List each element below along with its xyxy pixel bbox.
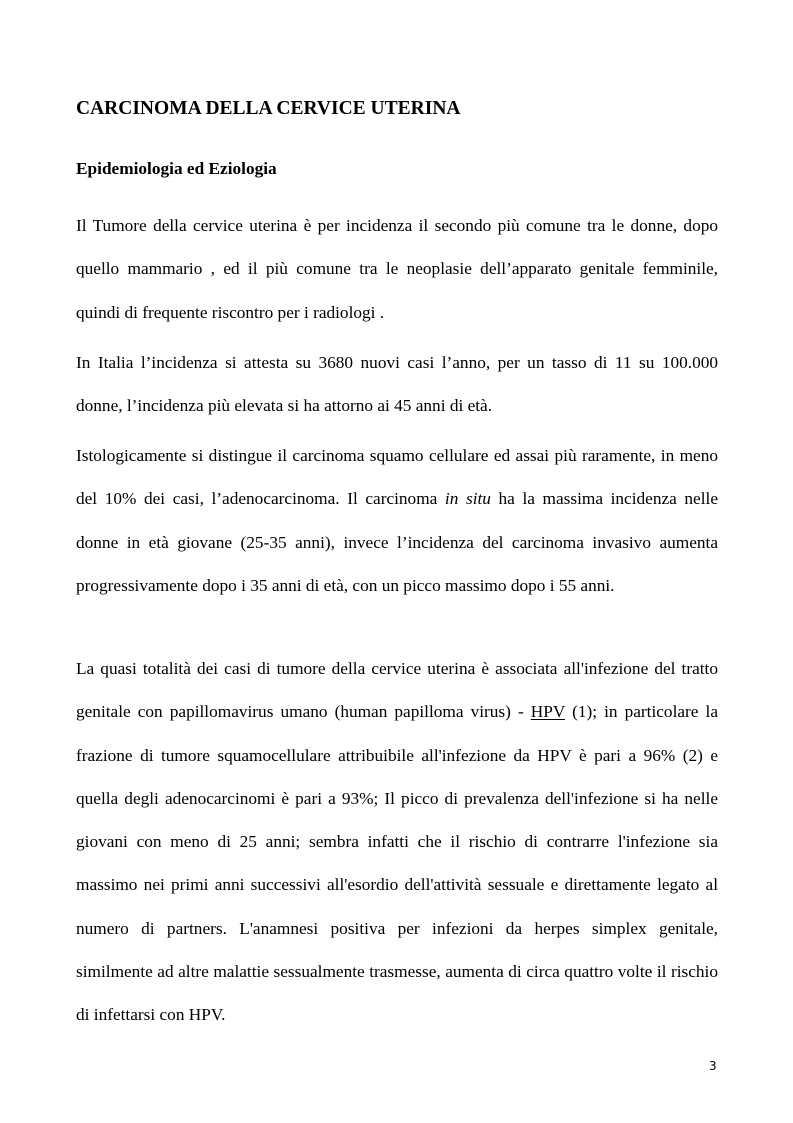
in-situ-term: in situ bbox=[444, 489, 491, 509]
page-number: 3 bbox=[709, 1059, 717, 1073]
paragraph-histology bbox=[76, 434, 718, 607]
hpv-text-start: La quasi totalità dei casi di tumore della cervice uterina è associata all'infezione del tratto genitale con papillomavirus umano (human papilloma virus) - bbox=[76, 659, 718, 722]
hpv-text-end: (1); in particolare la frazione di tumore squamocellulare attribuibile all'infezione da HPV è pari a 96% (2) e quella degli adenocarcinomi è pari a 93%; Il picco di prevalenza dell'infezione si ha nelle giovani con meno di 25 anni; sembra infatti che il rischio di contrarre l'infezione sia massimo nei primi anni successivi all'esordio dell'attività sessuale e direttamente legato al numero di partners. L'anamnesi positiva per infezioni da herpes simplex genitale, similmente ad altre malattie sessualmente trasmesse, aumenta di circa quattro volte il rischio di infettarsi con HPV. bbox=[76, 702, 718, 1025]
paragraph-incidence: Il Tumore della cervice uterina è per incidenza il secondo più comune tra le donne, dopo quello mammario , ed il più comune tra le neoplasie dell’apparato genitale femminile, quindi di frequente riscontro per i radiologi . bbox=[76, 216, 718, 322]
histology-text-start: Istologicamente si distingue il carcinoma squamo cellulare ed assai più raramente, in meno del 10% dei casi, l’adenocarcinoma. Il carcinoma bbox=[76, 446, 718, 509]
histology-text-end: ha la massima incidenza nelle donne in età giovane (25-35 anni), invece l’incidenza del carcinoma invasivo aumenta progressivamente dopo i 35 anni di età, con un picco massimo dopo i 55 anni. bbox=[76, 489, 718, 595]
paragraph-hpv-etiology bbox=[76, 647, 718, 1037]
document-title: CARCINOMA DELLA CERVICE UTERINA bbox=[76, 98, 461, 119]
paragraph-italy-statistics: In Italia l’incidenza si attesta su 3680 nuovi casi l’anno, per un tasso di 11 su 100.000 donne, l’incidenza più elevata si ha attorno ai 45 anni di età. bbox=[76, 353, 718, 416]
hpv-link[interactable]: HPV bbox=[530, 702, 566, 722]
section-heading: Epidemiologia ed Eziologia bbox=[76, 159, 277, 178]
